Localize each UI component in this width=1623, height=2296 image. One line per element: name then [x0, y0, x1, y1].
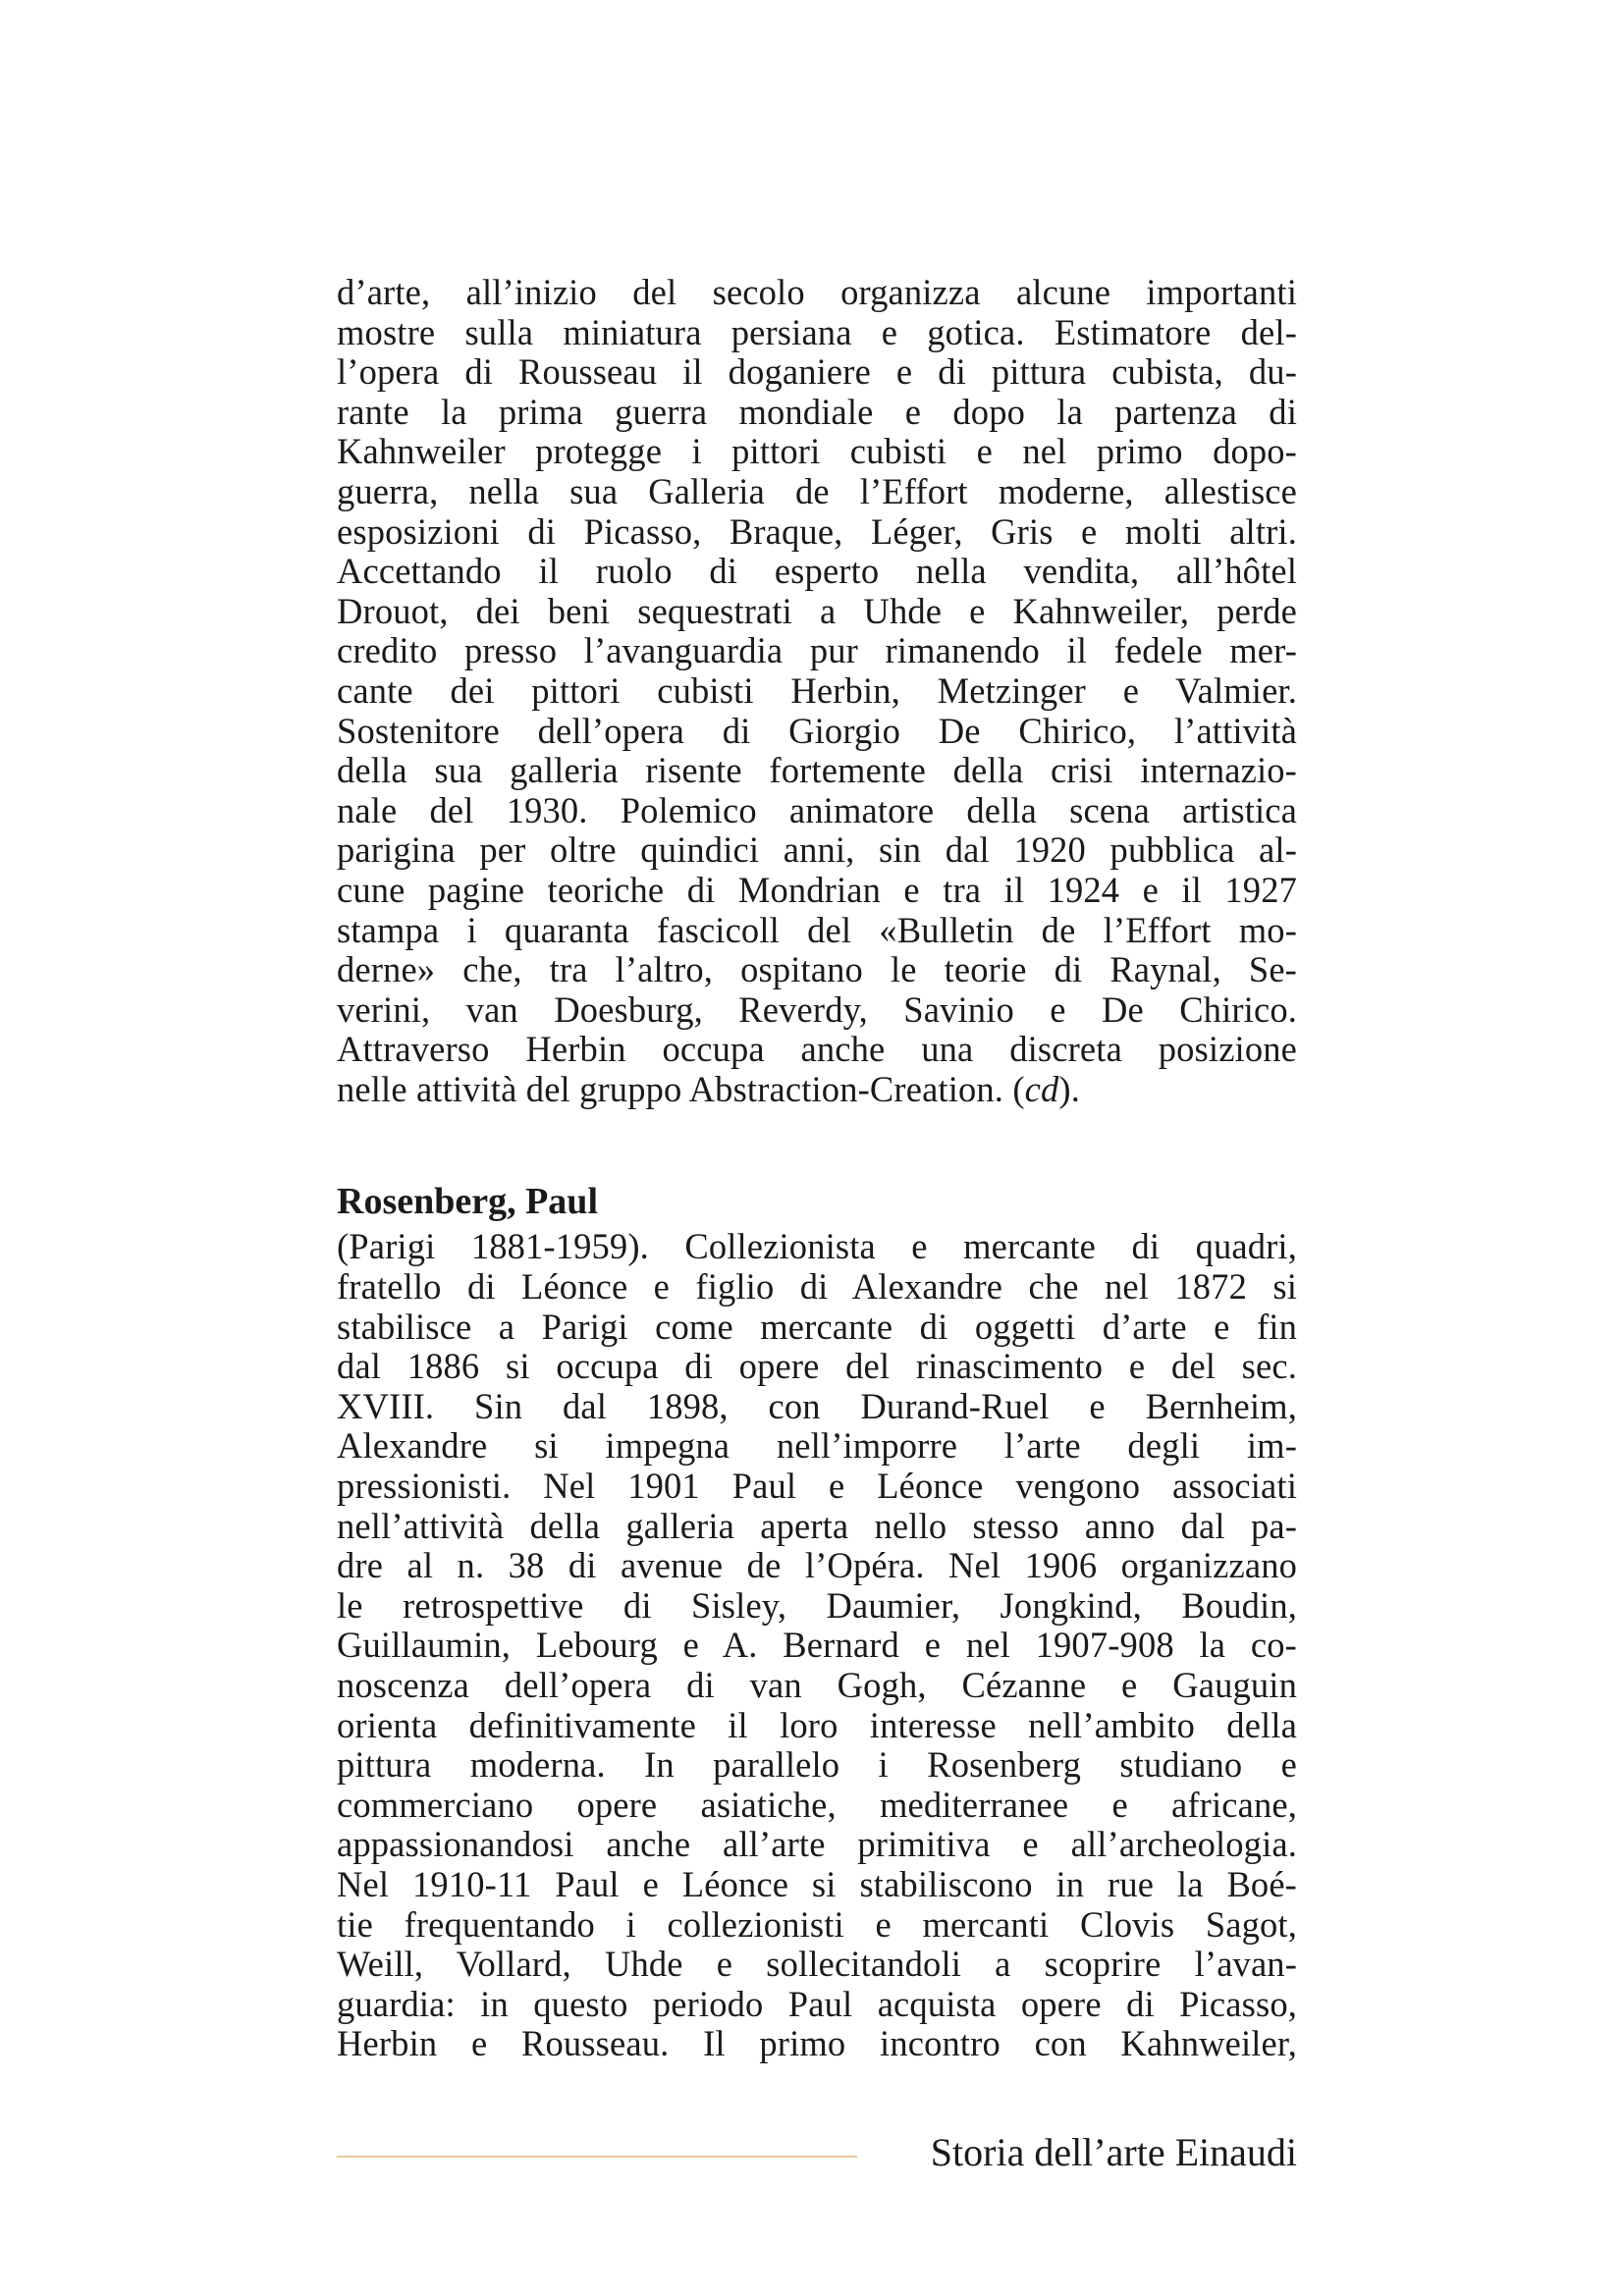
- text-line: Nel 1910-11 Paul e Léonce si stabiliscono in rue la Boé-: [337, 1863, 1297, 1904]
- text-line: appassionandosi anche all’arte primitiva e all’archeologia.: [337, 1824, 1297, 1865]
- text-line: XVIII. Sin dal 1898, con Durand-Ruel e Bernheim,: [337, 1385, 1297, 1426]
- entry-continuation-text: [337, 273, 1297, 1109]
- page-body: [337, 273, 1297, 2064]
- footer-title: Storia dell’arte Einaudi: [930, 2130, 1297, 2174]
- text-line: Guillaumin, Lebourg e A. Bernard e nel 1907-908 la co-: [337, 1625, 1297, 1666]
- text-line: Accettando il ruolo di esperto nella vendita, all’hôtel: [337, 551, 1297, 592]
- text-line: fratello di Léonce e figlio di Alexandre che nel 1872 si: [337, 1266, 1297, 1308]
- text-line: della sua galleria risente fortemente della crisi internazio-: [337, 750, 1297, 791]
- page-footer: [337, 2128, 1297, 2187]
- text-line: pittura moderna. In parallelo i Rosenberg studiano e: [337, 1744, 1297, 1786]
- text-line: Weill, Vollard, Uhde e sollecitandoli a scoprire l’avan-: [337, 1944, 1297, 1985]
- text-line: cune pagine teoriche di Mondrian e tra il 1924 e il 1927: [337, 869, 1297, 910]
- text-line: dal 1886 si occupa di opere del rinascimento e del sec.: [337, 1346, 1297, 1387]
- text-line: noscenza dell’opera di van Gogh, Cézanne e Gauguin: [337, 1665, 1297, 1705]
- entry-body-text: [337, 1227, 1297, 2063]
- text-line: rante la prima guerra mondiale e dopo la partenza di: [337, 391, 1297, 432]
- last-line-text: nelle attività del gruppo Abstraction-Creation. (: [337, 1068, 1025, 1109]
- text-line: verini, van Doesburg, Reverdy, Savinio e De Chirico.: [337, 988, 1297, 1030]
- text-line: tie frequentando i collezionisti e mercanti Clovis Sagot,: [337, 1903, 1297, 1945]
- text-line: stampa i quaranta fascicoll del «Bulletin de l’Effort mo-: [337, 909, 1297, 950]
- entry-heading: Rosenberg, Paul: [337, 1181, 598, 1223]
- text-line: Drouot, dei beni sequestrati a Uhde e Kahnweiler, perde: [337, 590, 1297, 631]
- text-line: parigina per oltre quindici anni, sin dal 1920 pubblica al-: [337, 829, 1297, 871]
- text-line: pressionisti. Nel 1901 Paul e Léonce vengono associati: [337, 1466, 1297, 1507]
- text-line: Kahnweiler protegge i pittori cubisti e nel primo dopo-: [337, 431, 1297, 472]
- text-line: credito presso l’avanguardia pur rimanendo il fedele mer-: [337, 630, 1297, 671]
- text-line: Herbin e Rousseau. Il primo incontro con Kahnweiler,: [337, 2023, 1297, 2064]
- text-line: l’opera di Rousseau il doganiere e di pittura cubista, du-: [337, 351, 1297, 393]
- author-initials: cd: [1024, 1068, 1059, 1109]
- text-line: derne» che, tra l’altro, ospitano le teorie di Raynal, Se-: [337, 949, 1297, 990]
- text-line: mostre sulla miniatura persiana e gotica. Estimatore del-: [337, 311, 1297, 352]
- text-line: nale del 1930. Polemico animatore della scena artistica: [337, 789, 1297, 830]
- footer-rule: [337, 2156, 857, 2158]
- text-line: guardia: in questo periodo Paul acquista opere di Picasso,: [337, 1983, 1297, 2024]
- text-line: dre al n. 38 di avenue de l’Opéra. Nel 1906 organizzano: [337, 1545, 1297, 1586]
- text-line: Alexandre si impegna nell’imporre l’arte degli im-: [337, 1425, 1297, 1467]
- text-line: stabilisce a Parigi come mercante di oggetti d’arte e fin: [337, 1306, 1297, 1347]
- text-line: (Parigi 1881-1959). Collezionista e mercante di quadri,: [337, 1226, 1297, 1267]
- last-line-end: ).: [1058, 1068, 1081, 1109]
- text-line: cante dei pittori cubisti Herbin, Metzinger e Valmier.: [337, 669, 1297, 711]
- text-line: Sostenitore dell’opera di Giorgio De Chirico, l’attività: [337, 710, 1297, 751]
- text-line: le retrospettive di Sisley, Daumier, Jongkind, Boudin,: [337, 1584, 1297, 1626]
- text-line: orienta definitivamente il loro interesse nell’ambito della: [337, 1704, 1297, 1745]
- text-line: Attraverso Herbin occupa anche una discreta posizione: [337, 1029, 1297, 1070]
- text-line: esposizioni di Picasso, Braque, Léger, Gris e molti altri.: [337, 510, 1297, 552]
- text-line: nell’attività della galleria aperta nello stesso anno dal pa-: [337, 1505, 1297, 1546]
- text-line: guerra, nella sua Galleria de l’Effort moderne, allestisce: [337, 470, 1297, 511]
- text-line: d’arte, all’inizio del secolo organizza alcune importanti: [337, 272, 1297, 312]
- text-line: commerciano opere asiatiche, mediterranee e africane,: [337, 1784, 1297, 1825]
- text-line: [337, 1070, 1297, 1110]
